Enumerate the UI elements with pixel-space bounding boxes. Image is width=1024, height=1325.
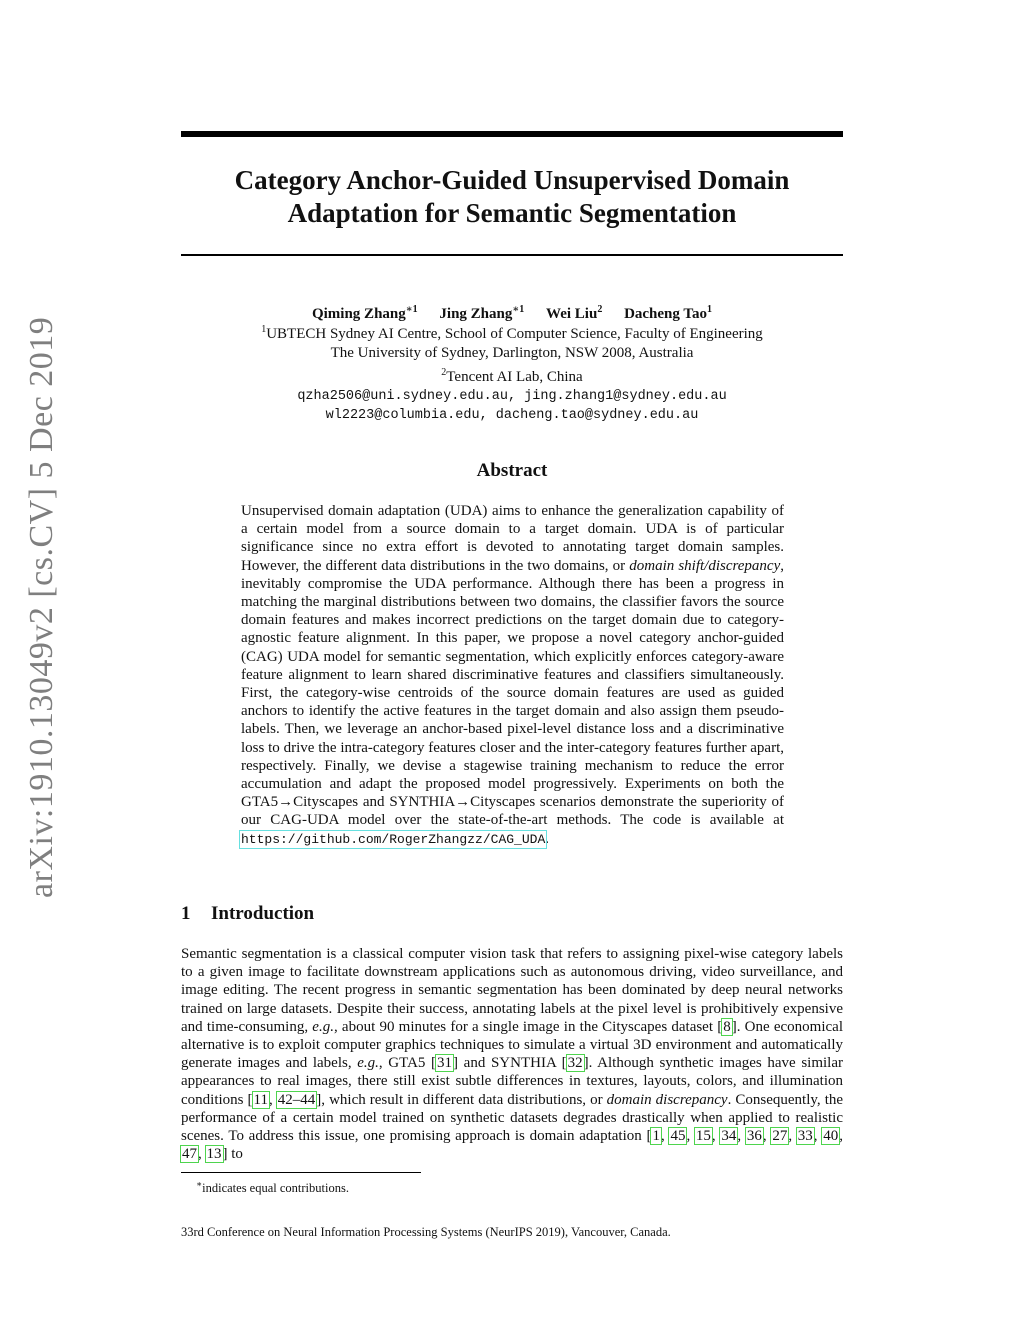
arxiv-identifier-stamp: arXiv:1910.13049v2 [cs.CV] 5 Dec 2019 (23, 316, 60, 898)
citation-link[interactable]: 8 (723, 1018, 731, 1035)
citation-link[interactable]: 45 (670, 1128, 686, 1145)
intro-text: Semantic segmentation is a classical computer vision task that refers to assigning pixel-wise category labels to a given image to facilitate downstream applications such as autonomous driving, video surveillance, and image editing. The recent progress in semantic segmentation has been dominated by deep neural networks trained on large datasets. Despite their success, annotating labels at the pixel level is prohibitively expensive and time-consuming, (181, 946, 843, 1035)
citation-link[interactable]: 31 (437, 1055, 453, 1072)
intro-emphasis: e.g. (312, 1018, 334, 1035)
abstract-emphasis: domain shift/discrepancy (629, 557, 781, 574)
paper-title (181, 164, 843, 230)
section-title: Introduction (211, 903, 315, 924)
citation-link[interactable]: 40 (823, 1128, 839, 1145)
email-line-2: wl2223@columbia.edu, dacheng.tao@sydney.edu.au (325, 408, 699, 423)
email-line-1: qzha2506@uni.sydney.edu.au, jing.zhang1@sydney.edu.au (297, 389, 727, 404)
citation-link[interactable]: 11 (253, 1091, 268, 1108)
intro-text: ]. One economical alternative is to exploit computer graphics techniques to simulate a virtual 3D environment and automatically generate images and labels, (181, 1018, 843, 1072)
author-name: Jing Zhang (439, 306, 513, 322)
citation-link[interactable]: 32 (567, 1055, 583, 1072)
citation-link[interactable]: 36 (746, 1128, 762, 1145)
affiliation-text: Tencent AI Lab, China (446, 369, 583, 385)
introduction-paragraph: Semantic segmentation is a classical computer vision task that refers to assigning pixel-wise category labels to a given image to facilitate downstream applications such as autonomous driving, video surveillance, and image editing. The recent progress in semantic segmentation has been dominated by deep neural networks trained on large datasets. Despite their success, annotating labels at the pixel level is prohibitively expensive and time-consuming, e.g., about 90 minutes for a single image in the Cityscapes dataset [8]. One economical alternative is to exploit computer graphics techniques to simulate a virtual 3D environment and automatically generate images and labels, e.g., GTA5 [31] and SYNTHIA [32]. Although synthetic images have similar appearances to real images, there still exist subtle differences in textures, layouts, colors, and illumination conditions [11, 42–44], which result in different data distributions, or domain discrepancy. Consequently, the performance of a certain model trained on synthetic datasets degrades drastically when applied to realistic scenes. To address this issue, one promising approach is domain adaptation [1, 45, 15, 34, 36, 27, 33, 40, 47, 13] to (181, 946, 844, 1163)
intro-text: . Consequently, the performance of a certain model trained on synthetic datasets degrades drastically when applied to realistic scenes. To address this issue, one promising approach is domain adaptation [ (181, 1091, 844, 1145)
intro-text: ]. Although synthetic images have similar appearances to real images, there still exist subtle differences in textures, layouts, colors, and illumination conditions [ (181, 1055, 843, 1108)
citation-link[interactable]: 47 (182, 1146, 197, 1163)
author-name: Dacheng Tao (624, 306, 708, 322)
title-top-rule (181, 131, 843, 137)
citation-link[interactable]: 33 (797, 1128, 813, 1145)
author-mark: ∗1 (405, 304, 418, 315)
abstract-heading: Abstract (476, 460, 548, 481)
abstract-text-part: Unsupervised domain adaptation (UDA) aims to enhance the generalization capability of a certain model from a source domain to a target domain. UDA is of particular significance since no extra effort is devoted to annotating target domain samples. However, the different data distributions in the two domains, or (241, 503, 784, 574)
intro-text: ], which result in different data distributions, or (316, 1091, 607, 1108)
abstract-text (241, 502, 784, 849)
footnote-text: indicates equal contributions. (202, 1181, 349, 1196)
intro-text: , about 90 minutes for a single image in the Cityscapes dataset [ (333, 1018, 723, 1035)
citation-link[interactable]: 27 (772, 1128, 788, 1145)
title-line-2: Adaptation for Semantic Segmentation (287, 198, 737, 228)
title-line-1: Category Anchor-Guided Unsupervised Domain (234, 165, 790, 195)
affiliation-mark: 1 (261, 324, 267, 335)
affiliation-2 (181, 363, 843, 387)
citation-link[interactable]: 13 (206, 1146, 222, 1163)
footnote-rule (181, 1172, 421, 1173)
intro-text: ] to (222, 1146, 243, 1163)
intro-emphasis: e.g. (357, 1055, 379, 1072)
conference-note: 33rd Conference on Neural Information Processing Systems (NeurIPS 2019), Vancouver, Canada. (181, 1225, 671, 1239)
affiliation-mark: 2 (441, 367, 447, 378)
citation-link[interactable]: 15 (695, 1128, 711, 1145)
title-bottom-rule (181, 254, 843, 256)
footnote (196, 1176, 349, 1196)
citation-link[interactable]: 42–44 (277, 1091, 316, 1108)
citation-link[interactable]: 34 (721, 1128, 737, 1145)
citation-link[interactable]: 1 (652, 1128, 660, 1145)
author-mark: 2 (597, 304, 603, 315)
abstract-text-part: , inevitably compromise the UDA performance. Although there has been a progress in matching the marginal distributions between two domains, the classifier favors the source domain features and makes incorrect predictions on the target domain due to category-agnostic feature alignment. In this paper, we propose a novel category anchor-guided (CAG) UDA model for semantic segmentation, which explicitly enforces category-aware feature alignment to learn shared discriminative features and classifiers simultaneously. First, the category-wise centroids of the source domain features are used as guided anchors to identify the active features in the target domain and also assign them pseudo-labels. Then, we leverage an anchor-based pixel-level distance loss and a discriminative loss to drive the intra-category features closer and the inter-category features further apart, respectively. Finally, we devise a stagewise training mechanism to reduce the error accumulation and adapt the proposed model progressively. Experiments on both the GTA5→Cityscapes and SYNTHIA→Cityscapes scenarios demonstrate the superiority of our CAG-UDA model over the state-of-the-art methods. The code is available at (241, 557, 784, 829)
author-name: Qiming Zhang (311, 306, 406, 322)
affiliation-1-line-2: The University of Sydney, Darlington, NSW 2008, Australia (330, 345, 694, 361)
affiliation-text: UBTECH Sydney AI Centre, School of Computer Science, Faculty of Engineering (266, 326, 763, 342)
code-link[interactable]: https://github.com/RogerZhangzz/CAG_UDA (241, 831, 546, 847)
author-mark: ∗1 (512, 304, 525, 315)
intro-text: , GTA5 [ (378, 1055, 437, 1072)
author-name: Wei Liu (546, 306, 598, 322)
author-mark: 1 (707, 304, 713, 315)
footnote-mark: ∗ (196, 1179, 203, 1189)
abstract-text-part: . (545, 830, 549, 847)
section-number: 1 (181, 903, 191, 924)
intro-emphasis: domain discrepancy (606, 1091, 728, 1108)
intro-text: ] and SYNTHIA [ (453, 1055, 567, 1072)
affiliation-1-line-1 (181, 320, 843, 344)
section-heading-introduction (181, 903, 314, 925)
affiliations-block (181, 320, 843, 425)
